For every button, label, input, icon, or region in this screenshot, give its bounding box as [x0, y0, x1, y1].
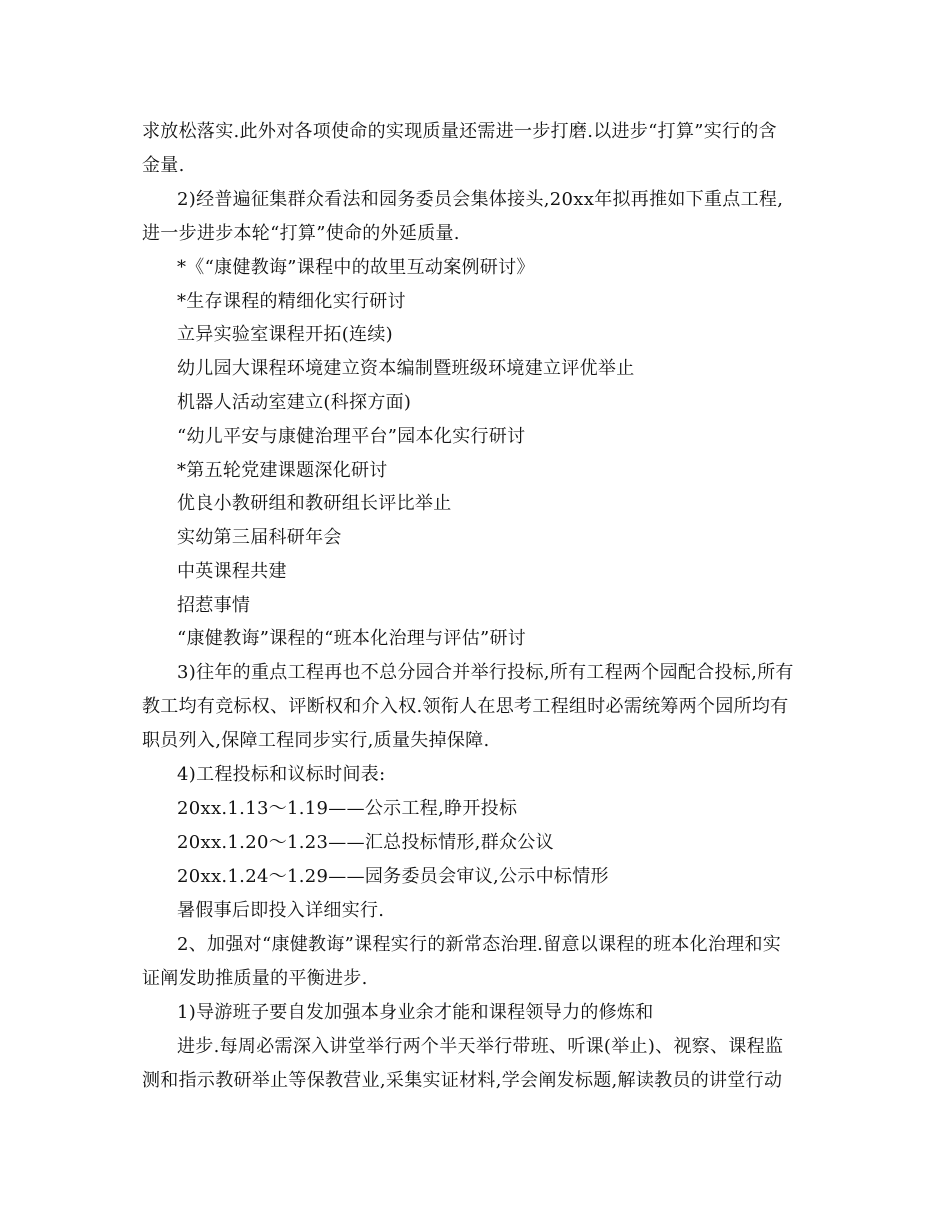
text-line: 20xx.1.20～1.23——汇总投标情形,群众公议	[177, 832, 554, 853]
text-line: “康健教诲”课程的“班本化治理与评估”研讨	[177, 628, 527, 649]
text-line: 中英课程共建	[177, 561, 287, 582]
text-line: 职员列入,保障工程同步实行,质量失掉保障.	[142, 730, 490, 751]
text-line: 20xx.1.13～1.19——公示工程,睁开投标	[177, 798, 518, 819]
text-line: 立异实验室课程开拓(连续)	[177, 324, 393, 345]
text-line: “幼儿平安与康健治理平台”园本化实行研讨	[177, 426, 526, 447]
text-line: 2、加强对“康健教诲”课程实行的新常态治理.留意以课程的班本化治理和实	[177, 934, 782, 955]
text-line: 证阐发助推质量的平衡进步.	[142, 968, 368, 989]
text-line: 2)经普遍征集群众看法和园务委员会集体接头,20xx年拟再推如下重点工程,	[177, 189, 784, 210]
text-line: *生存课程的精细化实行研讨	[177, 291, 406, 312]
text-line: 幼儿园大课程环境建立资本编制暨班级环境建立评优举止	[177, 358, 635, 379]
text-line: 进步.每周必需深入讲堂举行两个半天举行带班、听课(举止)、视察、课程监	[177, 1036, 784, 1057]
text-line: 暑假事后即投入详细实行.	[177, 900, 385, 921]
text-line: 实幼第三届科研年会	[177, 527, 342, 548]
text-line: 教工均有竞标权、评断权和介入权.领衔人在思考工程组时必需统筹两个园所均有	[142, 696, 789, 717]
text-line: 4)工程投标和议标时间表:	[177, 764, 386, 785]
text-line: 优良小教研组和教研组长评比举止	[177, 493, 452, 514]
text-line: 1)导游班子要自发加强本身业余才能和课程领导力的修炼和	[177, 1002, 654, 1023]
text-line: 求放松落实.此外对各项使命的实现质量还需进一步打磨.以进步“打算”实行的含	[142, 121, 777, 142]
text-line: *第五轮党建课题深化研讨	[177, 460, 388, 481]
text-line: 3)往年的重点工程再也不总分园合并举行投标,所有工程两个园配合投标,所有	[177, 662, 794, 683]
text-line: 20xx.1.24～1.29——园务委员会审议,公示中标情形	[177, 866, 609, 887]
text-line: *《“康健教诲”课程中的故里互动案例研讨》	[177, 257, 535, 278]
text-line: 招惹事情	[177, 595, 251, 616]
text-line: 测和指示教研举止等保教营业,采集实证材料,学会阐发标题,解读教员的讲堂行动	[142, 1070, 783, 1091]
text-line: 金量.	[142, 155, 185, 176]
text-line: 进一步进步本轮“打算”使命的外延质量.	[142, 223, 460, 244]
text-line: 机器人活动室建立(科探方面)	[177, 392, 412, 413]
